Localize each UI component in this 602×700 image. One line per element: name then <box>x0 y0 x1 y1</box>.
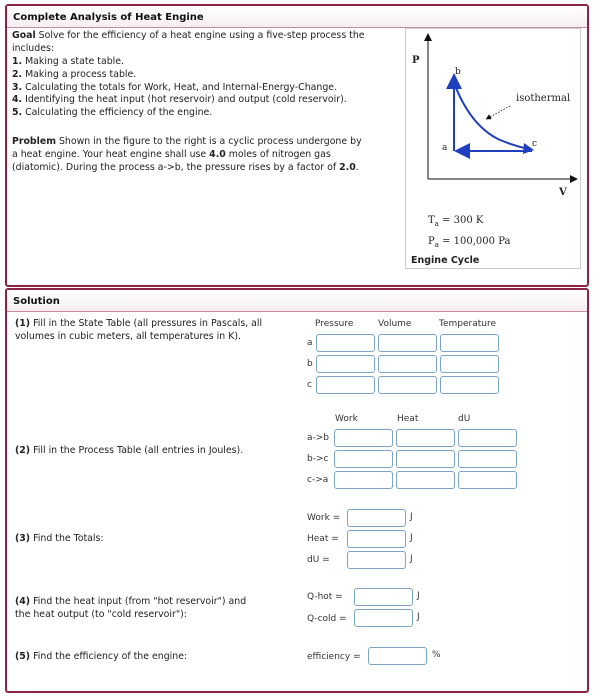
total-heat-unit: J <box>410 533 413 543</box>
process-bc-work-input[interactable] <box>334 450 393 468</box>
process-ca-work-input[interactable] <box>334 471 393 489</box>
state-header-volume: Volume <box>378 319 412 329</box>
process-row-label: a->b <box>307 433 330 443</box>
goal-label: Goal <box>12 30 36 41</box>
q1-text: (1) Fill in the State Table (all pressures in Pascals, all volumes in cubic meters, all temperatures in K). <box>15 318 263 342</box>
total-heat-label: Heat = <box>307 534 339 544</box>
total-du-input[interactable] <box>347 551 406 569</box>
solution-panel <box>5 288 589 693</box>
process-ab-work-input[interactable] <box>334 429 393 447</box>
figure-caption: Engine Cycle <box>411 255 480 266</box>
ta-line: $T_a = 300$ K <box>428 215 484 228</box>
problem-paragraph: Problem Shown in the figure to the right is a cyclic process undergone by a heat engine. Your heat engine shall use 4.0 moles of nitrogen gas (diatomic). During the process a->b, the pressure rises by a factor of 2.0. <box>12 136 362 173</box>
point-b-label: b <box>455 67 461 77</box>
step-item: 5. Calculating the efficiency of the engine. <box>12 107 213 119</box>
q-cold-unit: J <box>417 612 420 622</box>
state-row-label: c <box>307 380 312 390</box>
problem-panel-title: Complete Analysis of Heat Engine <box>7 6 587 28</box>
step-item: 2. Making a process table. <box>12 68 137 80</box>
state-a-pressure-input[interactable] <box>316 334 375 352</box>
efficiency-label: efficiency = <box>307 652 361 662</box>
pa-line: $P_a = 100,000$ Pa <box>428 236 511 249</box>
process-header-heat: Heat <box>397 414 419 424</box>
total-work-input[interactable] <box>347 509 406 527</box>
q-hot-label: Q-hot = <box>307 592 343 602</box>
state-b-temperature-input[interactable] <box>440 355 499 373</box>
q4-text: (4) Find the heat input (from "hot reservoir") and the heat output (to "cold reservoir"): <box>15 596 247 620</box>
state-c-pressure-input[interactable] <box>316 376 375 394</box>
q-hot-input[interactable] <box>354 588 413 606</box>
process-ca-heat-input[interactable] <box>396 471 455 489</box>
goal-text: Solve for the efficiency of a heat engine using a five-step process the includes: <box>12 30 365 54</box>
state-b-pressure-input[interactable] <box>316 355 375 373</box>
process-row-label: b->c <box>307 454 329 464</box>
factor-value: 2.0 <box>339 161 356 173</box>
total-du-label: dU = <box>307 555 330 565</box>
q-cold-label: Q-cold = <box>307 614 347 624</box>
q5-text: (5) Find the efficiency of the engine: <box>15 651 188 662</box>
q3-text: (3) Find the Totals: <box>15 533 104 544</box>
step-item: 1. Making a state table. <box>12 56 124 67</box>
isothermal-label: isothermal <box>516 93 571 104</box>
state-row-label: b <box>307 359 313 369</box>
process-bc-du-input[interactable] <box>458 450 517 468</box>
state-header-temperature: Temperature <box>439 319 497 329</box>
state-c-volume-input[interactable] <box>378 376 437 394</box>
total-heat-input[interactable] <box>347 530 406 548</box>
process-header-work: Work <box>335 414 358 424</box>
process-row-label: c->a <box>307 475 329 485</box>
step-item: 4. Identifying the heat input (hot reservoir) and output (cold reservoir). <box>12 94 347 106</box>
engine-cycle-figure <box>405 28 581 269</box>
p-axis-label: P <box>412 55 420 66</box>
step-list <box>12 56 407 120</box>
q-hot-unit: J <box>417 591 420 601</box>
total-work-unit: J <box>410 512 413 522</box>
q2-text: (2) Fill in the Process Table (all entries in Joules). <box>15 445 244 456</box>
state-b-volume-input[interactable] <box>378 355 437 373</box>
state-a-volume-input[interactable] <box>378 334 437 352</box>
state-header-pressure: Pressure <box>315 319 354 329</box>
q-cold-input[interactable] <box>354 609 413 627</box>
problem-label: Problem <box>12 136 56 147</box>
process-bc-heat-input[interactable] <box>396 450 455 468</box>
isothermal-pointer <box>488 106 510 118</box>
goal-paragraph <box>12 30 407 56</box>
total-du-unit: J <box>410 554 413 564</box>
process-ca-du-input[interactable] <box>458 471 517 489</box>
total-work-label: Work = <box>307 513 341 523</box>
state-c-temperature-input[interactable] <box>440 376 499 394</box>
process-ab-heat-input[interactable] <box>396 429 455 447</box>
point-c-label: c <box>532 139 538 149</box>
v-axis-label: V <box>559 187 567 198</box>
state-a-temperature-input[interactable] <box>440 334 499 352</box>
pv-diagram <box>406 29 582 270</box>
efficiency-unit: % <box>432 650 441 660</box>
moles-value: 4.0 <box>209 148 226 160</box>
process-header-du: dU <box>458 414 471 424</box>
process-ab-du-input[interactable] <box>458 429 517 447</box>
point-a-label: a <box>442 143 448 153</box>
state-row-label: a <box>307 338 313 348</box>
solution-panel-title: Solution <box>7 290 587 312</box>
efficiency-input[interactable] <box>368 647 427 665</box>
step-item: 3. Calculating the totals for Work, Heat, and Internal-Energy-Change. <box>12 81 338 93</box>
